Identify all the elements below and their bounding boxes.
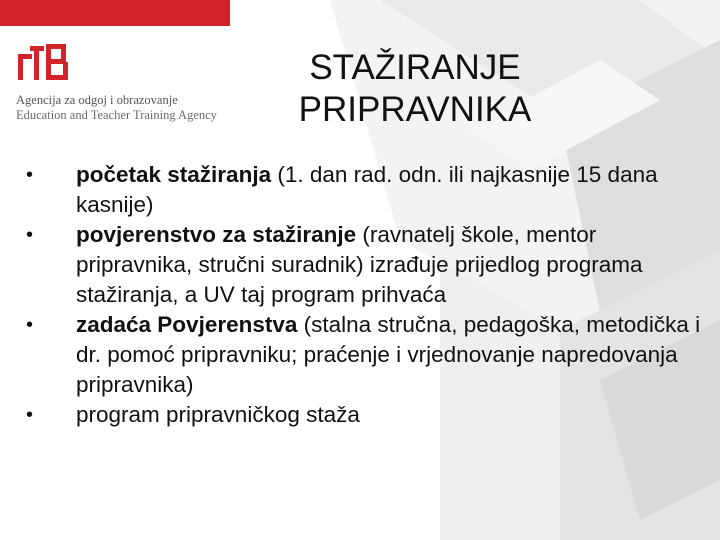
bullet-item-committee <box>26 220 706 310</box>
bullet-text: (stalna stručna, pedagoška, metodička i dr. pomoć pripravniku; praćenje i vrjednovanje napredovanja pripravnika) <box>76 312 701 397</box>
bullet-bold-text: zadaća Povjerenstva <box>76 312 298 337</box>
title-line-2: PRIPRAVNIKA <box>298 90 532 129</box>
bullet-list <box>26 160 706 430</box>
bullet-item-committee-task <box>26 310 706 400</box>
bullet-icon: • <box>26 404 34 426</box>
agency-name-croatian: Agencija za odgoj i obrazovanje <box>16 93 178 107</box>
agency-logo-icon <box>16 42 72 82</box>
bullet-bold-text: početak stažiranja <box>76 162 272 187</box>
slide-title <box>250 47 580 131</box>
bullet-icon: • <box>26 164 34 186</box>
bullet-text: (1. dan rad. odn. ili najkasnije 15 dana kasnije) <box>76 162 658 217</box>
title-line-1: STAŽIRANJE <box>309 48 521 87</box>
bullet-item-start <box>26 160 706 220</box>
bullet-bold-text: povjerenstvo za stažiranje <box>76 222 357 247</box>
bullet-text: program pripravničkog staža <box>76 402 360 427</box>
bullet-item-program <box>26 400 706 430</box>
bullet-icon: • <box>26 224 34 246</box>
bullet-text: (ravnatelj škole, mentor pripravnika, stručni suradnik) izrađuje prijedlog programa stažiranja, a UV taj program prihvaća <box>76 222 643 307</box>
bullet-icon: • <box>26 314 34 336</box>
agency-name-english: Education and Teacher Training Agency <box>16 108 217 122</box>
